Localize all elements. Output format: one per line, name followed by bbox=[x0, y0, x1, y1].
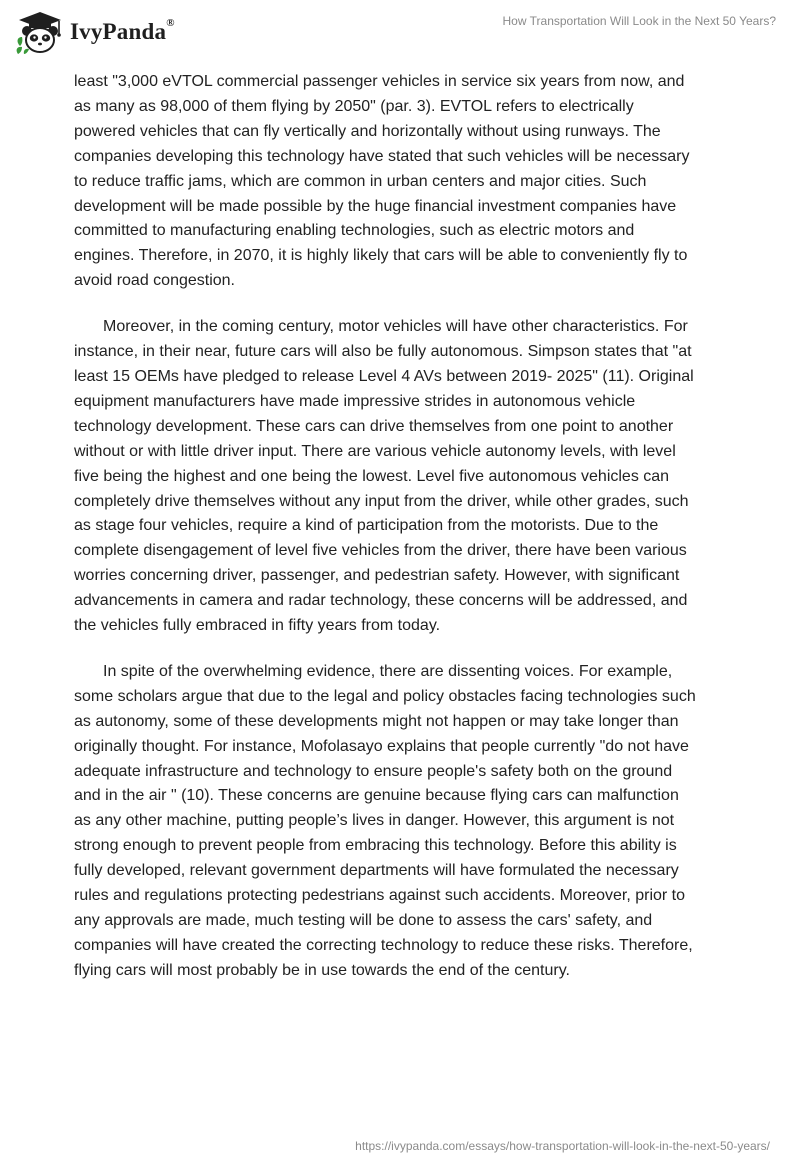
page-header bbox=[0, 0, 800, 70]
panda-graduation-cap-icon bbox=[14, 10, 66, 56]
paragraph-3: In spite of the overwhelming evidence, there are dissenting voices. For example, some scholars argue that due to the legal and policy obstacles facing technologies such as autonomy, some of these developments might not happen or may take longer than originally thought. For instance, Mofolasayo explains that people currently "do not have adequate infrastructure and technology to ensure people's safety both on the ground and in the air " (10). These concerns are genuine because flying cars can malfunction as any other machine, putting people’s lives in danger. However, this argument is not strong enough to prevent people from embracing this technology. Before this ability is fully developed, relevant government departments will have formulated the necessary rules and regulations protecting pedestrians against such accidents. Moreover, prior to any approvals are made, much testing will be done to assess the cars' safety, and companies will have created the correcting technology to reduce these risks. Therefore, flying cars will most probably be in use towards the end of the century. bbox=[74, 662, 696, 979]
ivypanda-logo[interactable] bbox=[14, 10, 175, 56]
registered-mark: ® bbox=[166, 17, 175, 30]
paragraph-2: Moreover, in the coming century, motor vehicles will have other characteristics. For instance, in their near, future cars will also be fully autonomous. Simpson states that "at least 15 OEMs have pledged to release Level 4 AVs between 2019- 2025" (11). Original equipment manufacturers have made impressive strides in autonomous vehicle technology development. These cars can drive themselves from one point to another without or with little driver input. There are various vehicle autonomy levels, with level five being the highest and one being the lowest. Level five autonomous vehicles can completely drive themselves without any input from the driver, while other grades, such as stage four vehicles, require a kind of participation from the motorists. Due to the complete disengagement of level five vehicles from the driver, there have been various worries concerning driver, passenger, and pedestrian safety. However, with significant advancements in camera and radar technology, these concerns will be addressed, and the vehicles fully embraced in fifty years from today. bbox=[74, 318, 694, 635]
paragraph-1: least "3,000 eVTOL commercial passenger vehicles in service six years from now, and as many as 98,000 of them flying by 2050" (par. 3). EVTOL refers to electrically powered vehicles that can fly vertically and horizontally without using runways. The companies developing this technology have stated that such vehicles will be necessary to reduce traffic jams, which are common in urban centers and major cities. Such development will be made possible by the huge financial investment companies have committed to manufacturing enabling technologies, such as electric motors and engines. Therefore, in 2070, it is highly likely that cars will be able to conveniently fly to avoid road congestion. bbox=[74, 73, 690, 290]
essay-body bbox=[74, 70, 734, 1005]
brand-name bbox=[70, 19, 175, 45]
source-url[interactable]: https://ivypanda.com/essays/how-transportation-will-look-in-the-next-50-years/ bbox=[355, 1139, 770, 1153]
brand-name-text: IvyPanda bbox=[70, 19, 167, 44]
document-title: How Transportation Will Look in the Next 50 Years? bbox=[502, 14, 776, 28]
